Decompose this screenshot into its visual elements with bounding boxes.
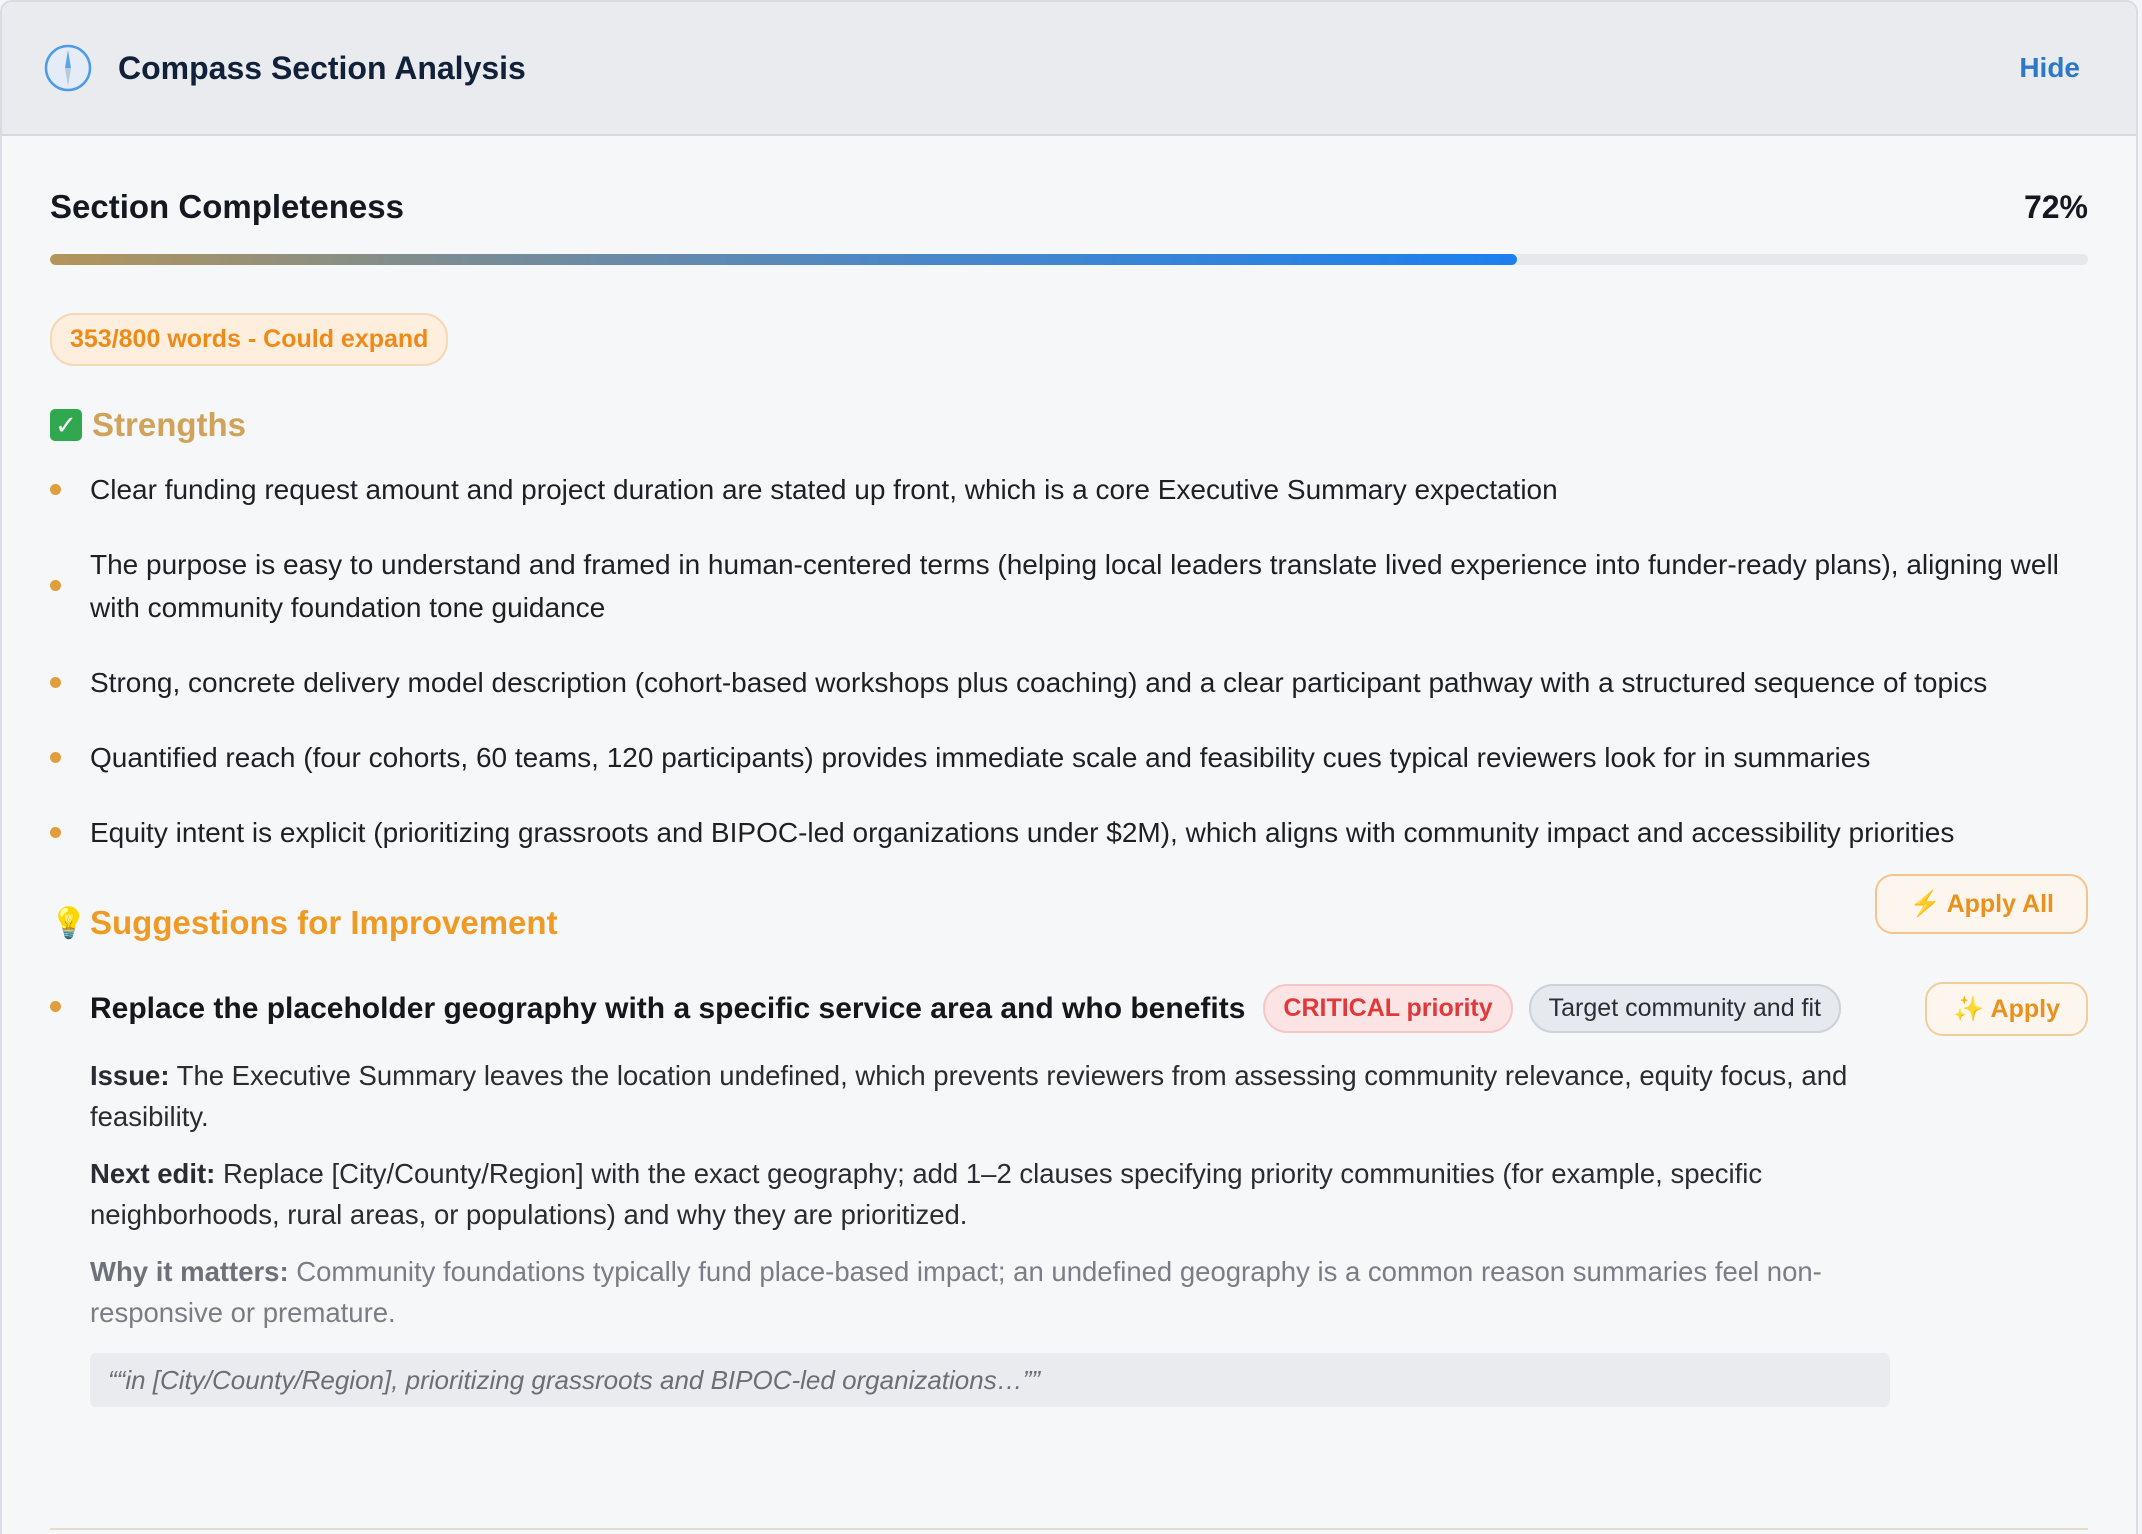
- suggestions-heading: [50, 889, 2088, 942]
- strength-item: The purpose is easy to understand and framed in human-centered terms (helping local leaders translate lived experience into funder-ready plans), aligning well with community foundation tone guidance: [50, 543, 2088, 629]
- light-bulb-icon: 💡: [50, 906, 88, 940]
- completeness-percent: 72%: [2023, 188, 2088, 225]
- compass-icon: [42, 42, 94, 94]
- apply-button[interactable]: ✨ Apply: [1925, 982, 2088, 1036]
- completeness-row: [50, 188, 2088, 226]
- completeness-progress-bar: [50, 254, 2088, 265]
- panel-title: Compass Section Analysis: [118, 49, 526, 86]
- suggestion-quote: ““in [City/County/Region], prioritizing grassroots and BIPOC-led organizations…””: [90, 1353, 1890, 1407]
- suggestion-issue: [90, 1055, 1890, 1137]
- strength-item: Equity intent is explicit (prioritizing grassroots and BIPOC-led organizations under $2M), which aligns with community impact and accessibility priorities: [50, 811, 2088, 854]
- completeness-progress-fill: [50, 254, 1517, 265]
- suggestion-why: [90, 1251, 1890, 1333]
- strength-item: Quantified reach (four cohorts, 60 teams, 120 participants) provides immediate scale and feasibility cues typical reviewers look for in summaries: [50, 736, 2088, 779]
- strengths-heading: [50, 406, 2088, 444]
- issue-label: Issue:: [90, 1060, 170, 1091]
- issue-text: The Executive Summary leaves the location undefined, which prevents reviewers from assessing community relevance, equity focus, and feasibility.: [90, 1060, 1848, 1132]
- priority-badge: CRITICAL priority: [1263, 984, 1512, 1033]
- strengths-list: [50, 468, 2088, 854]
- suggestion-next-edit: [90, 1153, 1890, 1235]
- suggestion-item: [50, 984, 2088, 1033]
- strength-item: Clear funding request amount and project duration are stated up front, which is a core Executive Summary expectation: [50, 468, 2088, 511]
- word-count-badge: 353/800 words - Could expand: [50, 313, 448, 366]
- hide-button[interactable]: Hide: [2019, 52, 2080, 83]
- section-divider: [50, 1528, 2088, 1530]
- apply-all-button[interactable]: ⚡ Apply All: [1875, 874, 2088, 934]
- completeness-title: Section Completeness: [50, 188, 404, 225]
- suggestion-title: Replace the placeholder geography with a specific service area and who benefits: [90, 991, 1246, 1025]
- next-edit-label: Next edit:: [90, 1158, 216, 1189]
- why-label: Why it matters:: [90, 1256, 289, 1287]
- check-mark-icon: ✓: [50, 409, 82, 441]
- strengths-title: Strengths: [92, 406, 247, 443]
- panel-header: [2, 2, 2136, 136]
- strength-item: Strong, concrete delivery model description (cohort-based workshops plus coaching) and a clear participant pathway with a structured sequence of topics: [50, 661, 2088, 704]
- next-edit-text: Replace [City/County/Region] with the exact geography; add 1–2 clauses specifying priority communities (for example, specific neighborhoods, rural areas, or populations) and why they are prioritized.: [90, 1158, 1763, 1230]
- panel-body: [2, 188, 2136, 1407]
- category-badge: Target community and fit: [1529, 984, 1841, 1033]
- suggestions-title: Suggestions for Improvement: [90, 904, 558, 941]
- why-text: Community foundations typically fund place-based impact; an undefined geography is a common reason summaries feel non-responsive or premature.: [90, 1256, 1822, 1328]
